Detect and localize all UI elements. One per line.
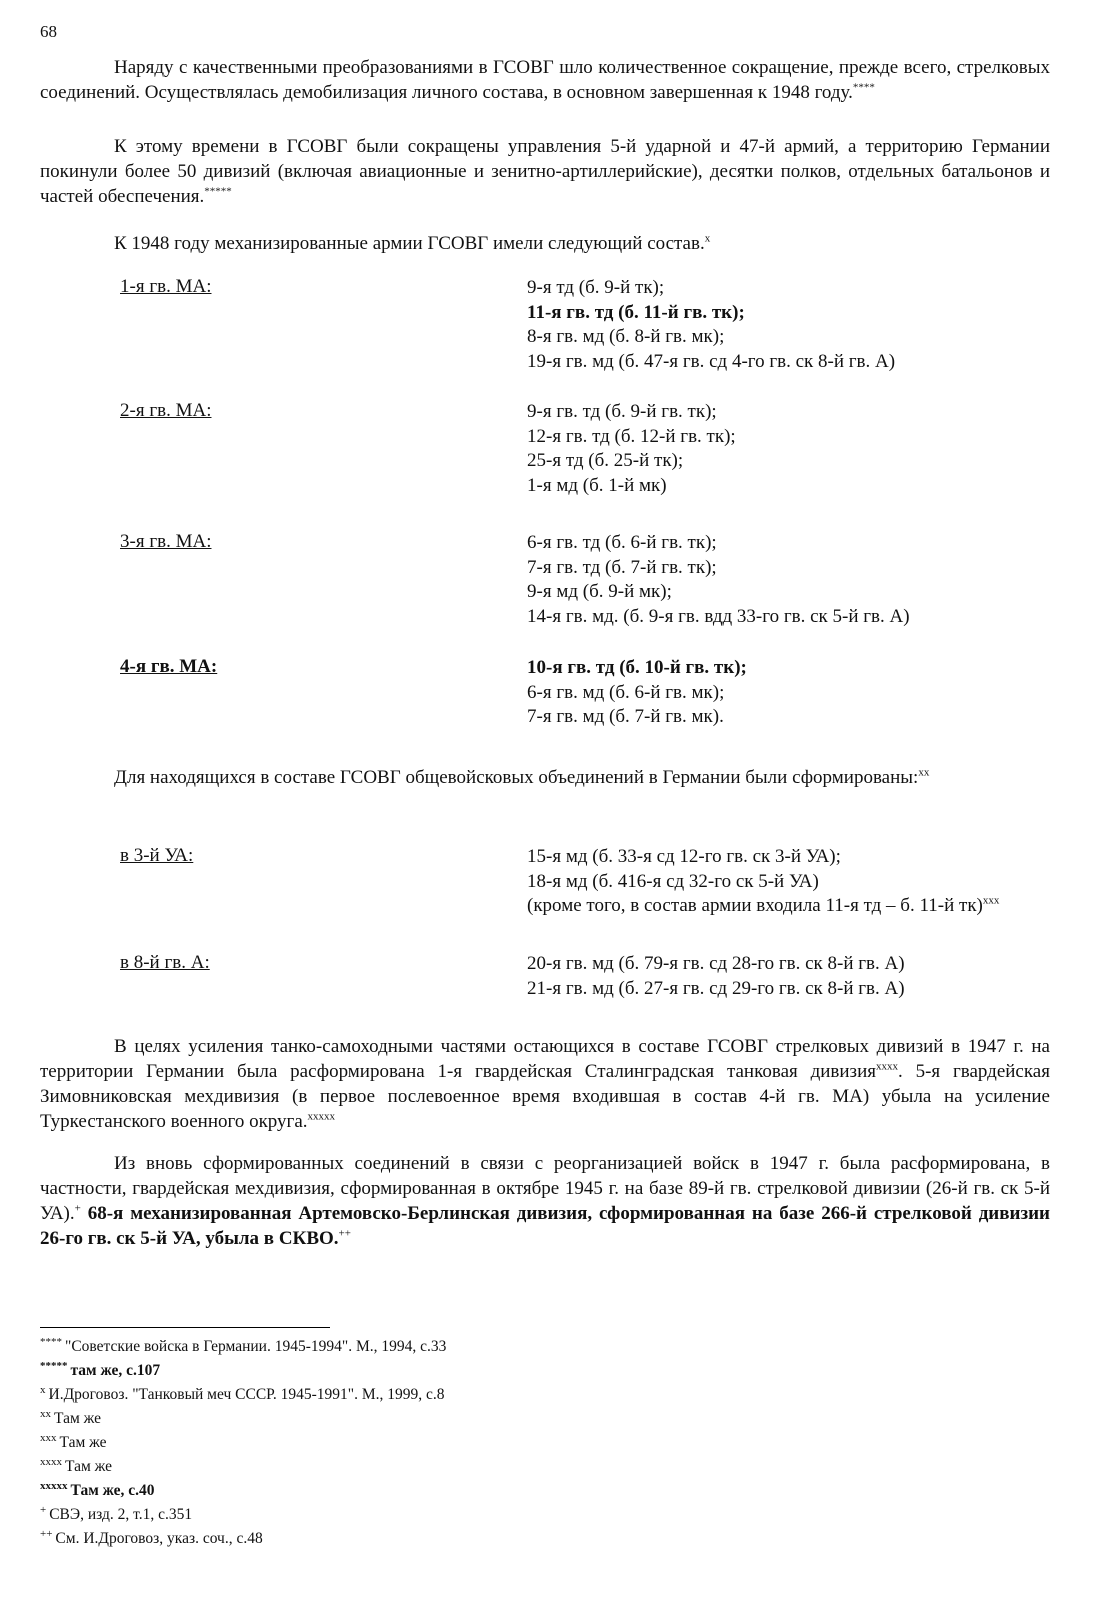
footnote-mark: **** xyxy=(40,1335,62,1348)
footnote xyxy=(40,1455,446,1479)
division-item: 15-я мд (б. 33-я сд 12-го гв. ск 3-й УА); xyxy=(527,846,841,867)
paragraph-5 xyxy=(40,1034,1050,1134)
paragraph-4 xyxy=(40,765,1050,790)
paragraph-1-text: Наряду с качественными преобразованиями в ГСОВГ шло количественное сокращение, прежде всего, стрелковых соединений. Осуществлялась демобилизация личного состава, в основном завершенная к 1948 году. xyxy=(40,57,1050,103)
footnote xyxy=(40,1479,446,1503)
footnote-ref: ++ xyxy=(338,1227,351,1240)
division-item: 21-я гв. мд (б. 27-я гв. сд 29-го гв. ск 8-й гв. А) xyxy=(527,977,905,999)
footnote-text: И.Дроговоз. "Танковый меч СССР. 1945-1991". М., 1999, с.8 xyxy=(48,1386,445,1403)
footnote-ref: ***** xyxy=(204,185,232,198)
footnote-ref: xxx xyxy=(982,894,1000,907)
army-name: в 8-й гв. А: xyxy=(120,952,210,973)
paragraph-2-text: К этому времени в ГСОВГ были сокращены управления 5-й ударной и 47-й армий, а территорию Германии покинули более 50 дивизий (включая авиационные и зенитно-артиллерийские), десятки полков, отдельных батальонов и частей обеспечения. xyxy=(40,136,1050,207)
footnote-text: СВЭ, изд. 2, т.1, с.351 xyxy=(49,1506,193,1523)
army-name: в 3-й УА: xyxy=(120,845,194,866)
division-item: 25-я тд (б. 25-й тк); xyxy=(527,450,684,471)
footnote-text: Там же, с.40 xyxy=(70,1482,155,1499)
division-item: 7-я гв. тд (б. 7-й гв. тк); xyxy=(527,556,717,578)
paragraph-6 xyxy=(40,1151,1050,1251)
army-name: 3-я гв. МА: xyxy=(120,531,212,552)
footnote-mark: ++ xyxy=(40,1527,53,1540)
division-item: 9-я мд (б. 9-й мк); xyxy=(527,581,672,602)
paragraph-5-text: В целях усиления танко-самоходными частями остающихся в составе ГСОВГ стрелковых дивизий в 1947 г. на территории Германии была расформирована 1-я гвардейская Сталинградская танковая дивизия xyxy=(40,1036,1050,1082)
footnote-text: См. И.Дроговоз, указ. соч., с.48 xyxy=(55,1530,263,1547)
footnote-mark: xxxxx xyxy=(40,1479,68,1492)
footnote-mark: + xyxy=(40,1503,47,1516)
footnote-mark: x xyxy=(40,1383,46,1396)
division-item: 11-я гв. тд (б. 11-й гв. тк); xyxy=(527,301,745,323)
footnote-divider xyxy=(40,1327,330,1328)
division-item: 14-я гв. мд. (б. 9-я гв. вдд 33-го гв. ск 5-й гв. А) xyxy=(527,605,910,627)
footnote xyxy=(40,1383,446,1407)
division-item: 18-я мд (б. 416-я сд 32-го ск 5-й УА) xyxy=(527,870,819,892)
division-list xyxy=(527,952,1057,1001)
paragraph-3-text: К 1948 году механизированные армии ГСОВГ имели следующий состав. xyxy=(114,233,705,254)
footnote-text: "Советские войска в Германии. 1945-1994". М., 1994, с.33 xyxy=(65,1338,447,1355)
division-item: 9-я гв. тд (б. 9-й гв. тк); xyxy=(527,401,717,422)
footnote xyxy=(40,1503,446,1527)
footnote-text: Там же xyxy=(59,1434,107,1451)
footnote xyxy=(40,1359,446,1383)
division-list xyxy=(527,400,1057,498)
paragraph-4-text: Для находящихся в составе ГСОВГ общевойсковых объединений в Германии были сформированы: xyxy=(114,767,919,788)
page-number: 68 xyxy=(40,22,57,41)
footnote-mark: xxx xyxy=(40,1431,57,1444)
division-list xyxy=(527,531,1057,629)
division-item: 20-я гв. мд (б. 79-я гв. сд 28-го гв. ск 8-й гв. А) xyxy=(527,953,905,974)
division-item: 6-я гв. тд (б. 6-й гв. тк); xyxy=(527,532,717,553)
footnote-text: Там же xyxy=(65,1458,113,1475)
army-name: 4-я гв. МА: xyxy=(120,656,218,677)
footnote-mark: ***** xyxy=(40,1359,68,1372)
army-name: 1-я гв. МА: xyxy=(120,276,212,297)
footnote-mark: xx xyxy=(40,1407,51,1420)
footnote-ref: xxxxx xyxy=(307,1110,336,1123)
paragraph-6-text-continued: 68-я механизированная Артемовско-Берлинская дивизия, сформированная на базе 266-й стрелковой дивизии 26-го гв. ск 5-й УА, убыла в СКВО. xyxy=(40,1203,1050,1249)
division-item: 10-я гв. тд (б. 10-й гв. тк); xyxy=(527,657,747,678)
footnote xyxy=(40,1431,446,1455)
footnote-ref: + xyxy=(74,1202,81,1215)
footnote-ref: x xyxy=(704,232,711,245)
footnote-ref: xxxx xyxy=(875,1060,898,1073)
division-note xyxy=(527,894,1052,919)
division-item: 7-я гв. мд (б. 7-й гв. мк). xyxy=(527,706,724,727)
division-list xyxy=(527,276,1057,374)
footnotes xyxy=(40,1335,446,1551)
footnote xyxy=(40,1527,446,1551)
paragraph-6-text: Из вновь сформированных соединений в связи с реорганизацией войск в 1947 г. была расформирована, в частности, гвардейская мехдивизия, сформированная в октябре 1945 г. на базе 89-й гв. стрелковой дивизии (26-й гв. ск 5-й УА). xyxy=(40,1153,1050,1224)
footnote xyxy=(40,1407,446,1431)
footnote-ref: xx xyxy=(918,766,930,779)
paragraph-3 xyxy=(40,231,1050,256)
division-list xyxy=(527,656,1057,730)
division-item: 6-я гв. мд (б. 6-й гв. мк); xyxy=(527,681,725,703)
footnote-ref: **** xyxy=(852,81,875,94)
paragraph-2 xyxy=(40,134,1050,209)
footnote-text: Там же xyxy=(54,1410,102,1427)
division-note-text: (кроме того, в состав армии входила 11-я тд – б. 11-й тк) xyxy=(527,895,983,916)
division-item: 19-я гв. мд (б. 47-я гв. сд 4-го гв. ск 8-й гв. А) xyxy=(527,350,896,372)
division-item: 9-я тд (б. 9-й тк); xyxy=(527,277,665,298)
division-item: 12-я гв. тд (б. 12-й гв. тк); xyxy=(527,425,736,447)
paragraph-5-text-continued: . 5-я гвардейская Зимовниковская мехдивизия (в первое послевоенное время входившая в состав 4-й гв. МА) убыла на усиление Туркестанского военного округа. xyxy=(40,1061,1050,1132)
footnote-text: там же, с.107 xyxy=(70,1362,161,1379)
footnote-mark: xxxx xyxy=(40,1455,62,1468)
paragraph-1 xyxy=(40,55,1050,105)
division-item: 8-я гв. мд (б. 8-й гв. мк); xyxy=(527,326,725,347)
division-list xyxy=(527,845,1052,919)
division-item: 1-я мд (б. 1-й мк) xyxy=(527,474,667,496)
footnote xyxy=(40,1335,446,1359)
army-name: 2-я гв. МА: xyxy=(120,400,212,421)
